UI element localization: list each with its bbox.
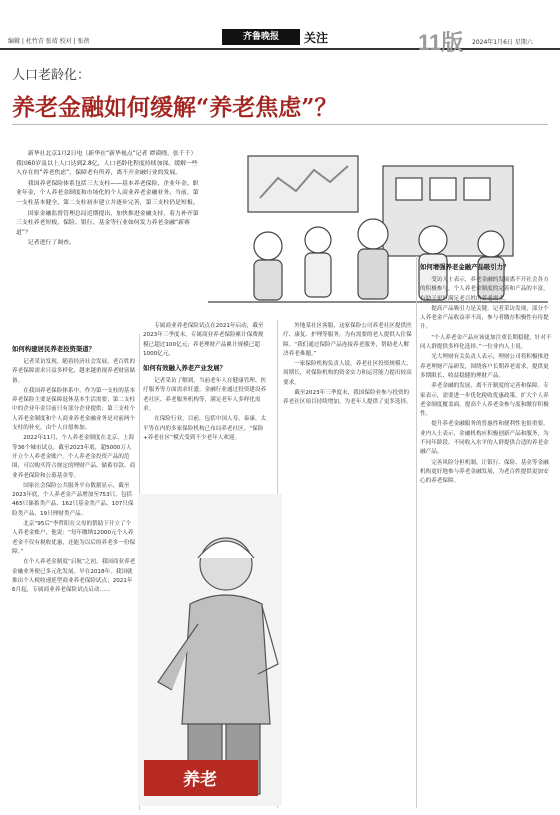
lead-paragraph: 国家金融监督管理总局近期提出，加快推进金融支持，着力补齐第三支柱养老短板，保险、银行、基金等行业如何发力养老金融“新赛道”？ [16, 210, 199, 236]
body-paragraph: 养老金融的发展，离不开制度的完善和保障。专家表示，需要进一步优化税收优惠政策，扩大个人养老金制度覆盖面，提高个人养老金参与度和缴存积极性。 [420, 383, 549, 418]
lead-paragraph: 新华社北京1月2日电（新华社“新华视点”记者 谭谟晓、张千千）我国60岁及以上人口达到2.8亿，人口老龄化程度持续加深。缓解一些人存在的“养老焦虑”，保障老有所养，离不开金融行业的发展。 [16, 151, 198, 177]
article-column-3 [283, 322, 413, 804]
headline-kicker: 人口老龄化： [12, 68, 91, 83]
body-paragraph: 光大理财有关负责人表示，理财公司将积极推进养老理财产品研发，围绕客户长期养老需求，提供更多期限长、收益稳健的理财产品。 [420, 354, 549, 379]
body-paragraph: 外地某社区客服，这家保险公司养老社区提供医疗、康复、护理等服务，为有需要的老人提供入住保障。“我们通过保险产品连接养老服务，帮助老人解决养老难题。” [283, 323, 412, 357]
body-paragraph: 一家保险机构负责人说，养老社区投资规模大、周期长，对保险机构的资金实力和运营能力提出较高要求。 [283, 361, 412, 386]
lead-paragraph: 我国养老保险体系包括三大支柱——基本养老保险、企业年金、职业年金，个人养老金制度和市场化的个人商业养老金融业务。当前，第一支柱基本健全，第二支柱初步建立并逐步完善，第三支柱仍是短板。 [16, 180, 199, 206]
elderly-man-photo [138, 494, 282, 806]
body-paragraph: 在我国养老保险体系中，作为第一支柱的基本养老保险主要是保障退休基本生活需要；第二支柱中的企业年金目前只有部分企业提供；第三支柱个人养老金制度和个人商业养老金融业务是对前两个支柱的补充，由个人自愿参加。 [12, 387, 136, 432]
issue-date: 2024年1月6日 星期六 [472, 39, 533, 46]
body-paragraph: 截至2023年三季度末，我国保险业参与投资的养老社区项目持续增加，为老年人提供了更多选择。 [283, 390, 412, 406]
lead-paragraphs [16, 150, 200, 250]
headline-rule [12, 124, 548, 125]
body-paragraph: 在个人养老金制度“启航”之初，我国商业养老金融业务便已多元化发展。早在2018年，我国就推出个人税收递延型商业养老保险试点；2021年6月起，专属商业养老保险试点启动…… [12, 559, 136, 594]
body-paragraph: 2022年11月，个人养老金制度在北京、上海等36个城市试点。截至2023年底，超5000万人开立个人养老金账户。个人养老金投资产品的范围，可以购买符合规定的理财产品、储蓄存款、商业养老保险和公募基金等。 [12, 435, 136, 479]
body-paragraph: 提高产品吸引力是关键。记者采访发现，部分个人养老金产品收益率不高，参与者缴存积极性有待提升。 [420, 305, 549, 331]
page-number: 11版 [418, 30, 464, 55]
body-paragraph: 完善风险分担机制，让银行、保险、基金等金融机构更好地参与养老金融发展，为老百姓提供更加安心的养老保障。 [420, 459, 549, 485]
body-paragraph: 记者采访发现，随着经济社会发展，老百姓的养老保障需求日益多样化，越来越重视养老财富储备。 [12, 359, 136, 384]
page-header [0, 0, 560, 55]
body-paragraph: 记者采访了解到，当前老年人在健康管理、医疗服务等方面需求旺盛。金融行业通过投资建设养老社区、养老服务机构等，满足老年人多样化需求。 [143, 378, 267, 413]
lead-paragraph: 记者进行了调查。 [27, 240, 75, 247]
article-column-2 [143, 322, 267, 492]
section-heading: 如何增强养老金融产品吸引力？ [420, 263, 510, 271]
staff-credits: 编辑 | 杜竹青 张靖 校对 | 张蓓 [8, 38, 90, 45]
body-paragraph: 受访人士表示，养老金融的发展离不开社会各方的积极参与，个人养老金制度的完善和产品的丰富，有助于更好满足老百姓的养老需求。 [420, 277, 549, 302]
headline: 养老金融如何缓解“养老焦虑”？ [12, 94, 338, 121]
body-paragraph: 提升养老金融服务的普惠性和便利性也很重要。业内人士表示，金融机构应积极创新产品和服务，为不同年龄段、不同收入水平的人群提供合适的养老金融产品。 [420, 421, 549, 456]
body-paragraph: 国家社会保险公共服务平台数据显示，截至2023年底，个人养老金产品增加至753只，包括465只储蓄类产品、162只基金类产品、107只保险类产品、19只理财类产品。 [12, 482, 134, 517]
body-paragraph: 北京“95后”李哲阳在父母的帮助下开立了个人养老金账户，他说：“每年缴纳12000元个人养老金不仅有税收优惠，还能为以后的养老多一份保障。” [12, 521, 136, 555]
body-paragraph: 在保险行业，目前，包括中国人寿、泰康、太平等在内的多家保险机构已布局养老社区。“保险+养老社区”模式受到不少老年人欢迎。 [143, 416, 267, 441]
column-divider [416, 256, 417, 808]
newspaper-logo: 齐鲁晚报 [222, 29, 300, 45]
body-paragraph: 专属商业养老保险试点在2021年启动，截至2023年三季度末，专属商业养老保险累计保费规模已超过100亿元；养老理财产品累计规模已超1000亿元。 [143, 323, 264, 357]
section-heading: 如何有效融入养老产业发展？ [143, 364, 227, 373]
photo-sign-text: 养老 [183, 770, 217, 790]
article-column-4 [420, 258, 552, 806]
section-name: 关注 [304, 31, 329, 45]
section-heading: 如何构建居民养老投资渠道？ [12, 345, 96, 353]
body-paragraph: “个人养老金产品应该更加注重长期稳健，针对不同人群提供多样化选择。”一位业内人士说。 [420, 334, 552, 351]
article-column-1 [12, 340, 136, 810]
